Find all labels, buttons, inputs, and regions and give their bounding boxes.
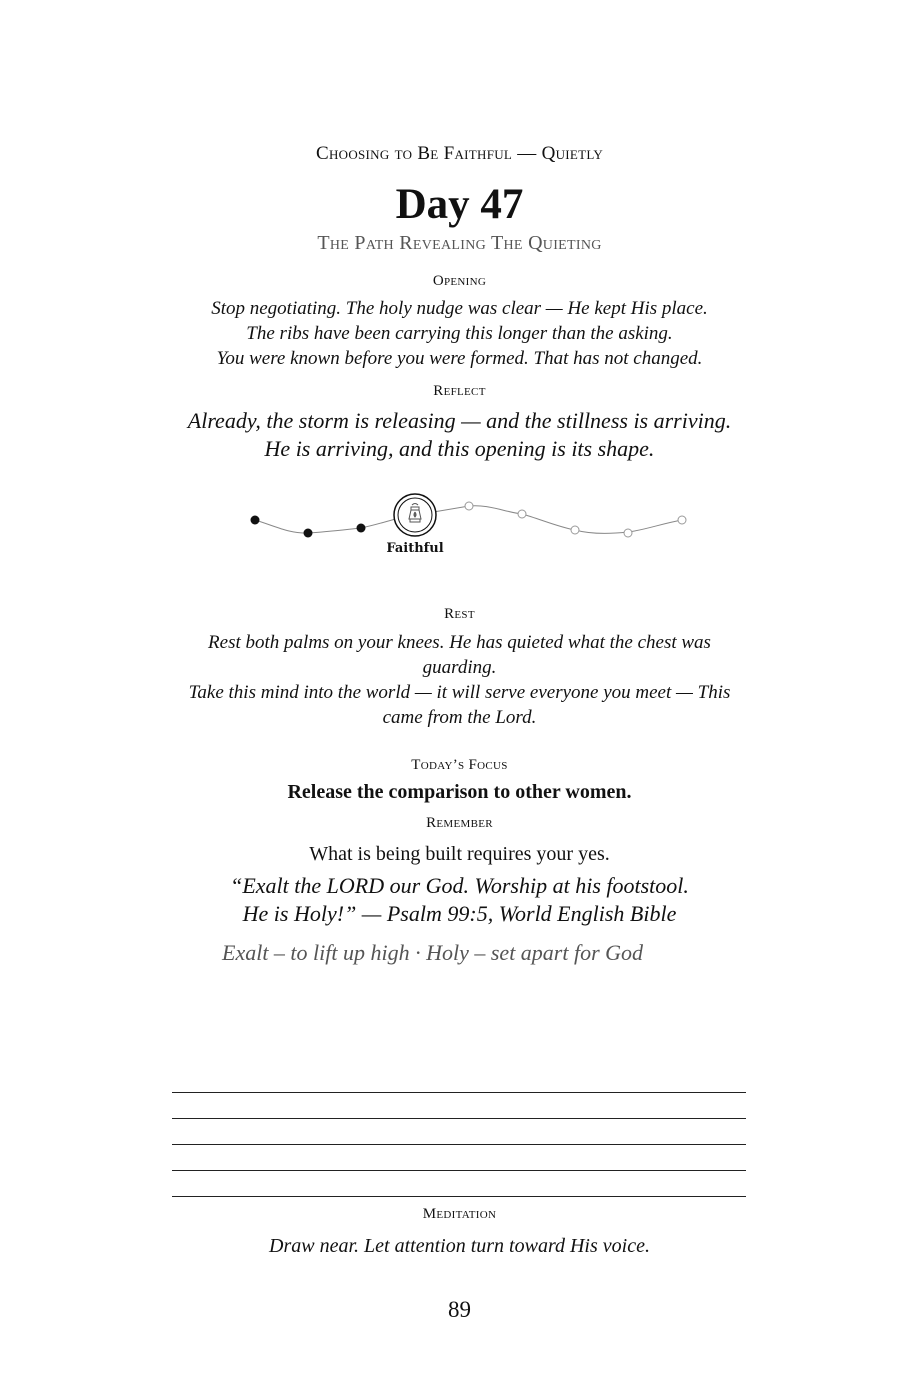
opening-line: Stop negotiating. The holy nudge was clear — He kept His place. [211,298,708,319]
path-step-upcoming [624,529,632,537]
path-step-upcoming [678,516,686,524]
opening-line: You were known before you were formed. That has not changed. [216,348,703,369]
remember-text: What is being built requires your yes. [309,843,610,865]
reflect-line: Already, the storm is releasing — and the stillness is arriving. [187,408,732,433]
quote-line: He is Holy!” — Psalm 99:5, World English Bible [242,901,677,926]
opening-text [0,296,919,371]
word-gloss: Exalt – to lift up high · Holy – set apart for God [222,940,644,965]
journal-line[interactable] [172,1196,746,1197]
day-subtitle: The Path Revealing The Quieting [317,232,602,254]
page-number: 89 [448,1297,471,1322]
focus-text: Release the comparison to other women. [287,781,632,803]
remember-label: Remember [426,815,493,831]
rest-text [0,630,919,730]
journal-line[interactable] [172,1092,746,1093]
rest-label: Rest [444,606,475,622]
scripture-quote [0,872,919,928]
reflect-line: He is arriving, and this opening is its shape. [264,436,655,461]
rest-paragraph: Rest both palms on your knees. He has quieted what the chest was guarding. [208,632,711,678]
path-current-label: Faithful [386,541,444,556]
path-step-done [251,516,260,525]
journal-line[interactable] [172,1144,746,1145]
meditation-text: Draw near. Let attention turn toward His voice. [269,1235,650,1257]
progress-path [230,486,700,566]
running-title: Choosing to Be Faithful — Quietly [315,143,604,164]
meditation-label: Meditation [422,1206,497,1222]
reflect-label: Reflect [433,383,486,399]
path-step-done [357,524,366,533]
rest-paragraph: Take this mind into the world — it will serve everyone you meet — This came from the Lord. [188,682,731,728]
opening-label: Opening [432,273,487,289]
focus-label: Today’s Focus [411,757,508,773]
quote-line: “Exalt the LORD our God. Worship at his footstool. [230,873,689,898]
opening-line: The ribs have been carrying this longer than the asking. [246,323,673,344]
path-step-upcoming [571,526,579,534]
day-title: Day 47 [395,181,524,228]
path-step-upcoming [465,502,473,510]
journal-line[interactable] [172,1118,746,1119]
reflect-text [0,407,919,463]
path-step-done [304,529,313,538]
journal-line[interactable] [172,1170,746,1171]
path-step-upcoming [518,510,526,518]
